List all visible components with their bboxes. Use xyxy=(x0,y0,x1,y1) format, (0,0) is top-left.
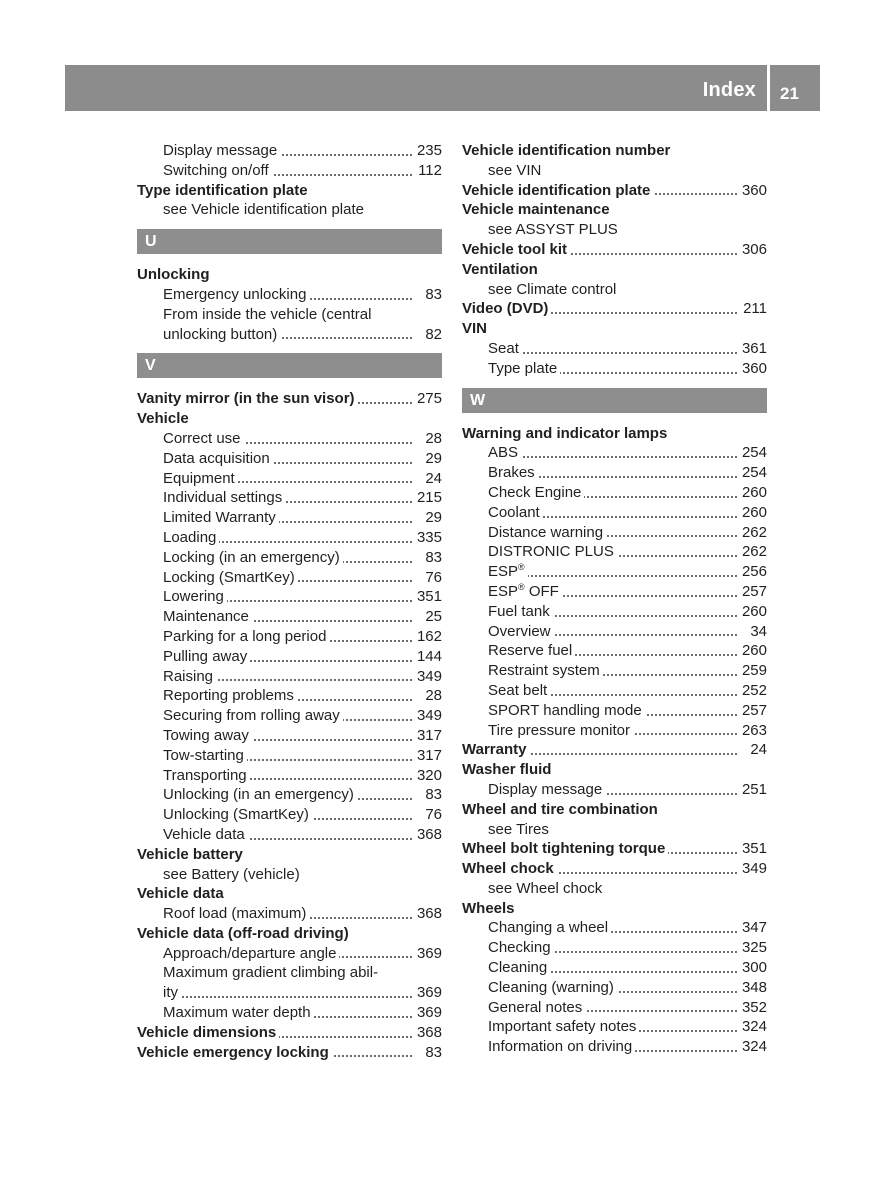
header-divider xyxy=(767,65,770,111)
index-subentry xyxy=(462,641,767,661)
entry-page-number: 254 xyxy=(738,463,767,483)
letter-section-header: U xyxy=(137,229,442,254)
index-subentry xyxy=(137,667,442,687)
entry-label: Information on driving xyxy=(488,1038,635,1055)
index-subentry xyxy=(462,998,767,1018)
entry-page-number: 256 xyxy=(738,562,767,582)
entry-page-number: 25 xyxy=(421,607,442,627)
entry-page-number: 259 xyxy=(738,661,767,681)
entry-label: Vanity mirror (in the sun visor) xyxy=(137,390,358,407)
index-subentry xyxy=(462,220,767,240)
entry-page-number: 360 xyxy=(738,181,767,201)
entry-label: see VIN xyxy=(488,162,544,179)
index-entry xyxy=(462,141,767,161)
index-subentry xyxy=(137,325,442,345)
entry-label: ity xyxy=(163,984,181,1001)
entry-label: Reserve fuel xyxy=(488,642,575,659)
index-subentry xyxy=(462,1037,767,1057)
index-subentry xyxy=(462,161,767,181)
entry-label: Fuel tank xyxy=(488,603,553,620)
index-entry xyxy=(462,299,767,319)
entry-page-number: 369 xyxy=(413,1003,442,1023)
entry-label: Ventilation xyxy=(462,261,541,278)
index-entry xyxy=(137,884,442,904)
entry-page-number: 112 xyxy=(414,161,442,181)
entry-label: Brakes xyxy=(488,464,538,481)
entry-label: Loading xyxy=(163,529,219,546)
entry-label: Unlocking (SmartKey) xyxy=(163,806,312,823)
index-subentry xyxy=(137,449,442,469)
index-subentry xyxy=(137,200,442,220)
entry-page-number: 83 xyxy=(421,548,442,568)
entry-label: Check Engine xyxy=(488,484,584,501)
entry-label: Tire pressure monitor xyxy=(488,722,633,739)
entry-label: see Battery (vehicle) xyxy=(163,866,303,883)
entry-page-number: 28 xyxy=(421,686,442,706)
dot-leader xyxy=(163,996,412,998)
entry-label: Correct use xyxy=(163,430,244,447)
entry-label: Equipment xyxy=(163,470,238,487)
entry-label: Pulling away xyxy=(163,648,250,665)
letter-section-header: V xyxy=(137,353,442,378)
index-entry xyxy=(462,899,767,919)
page-header-bar xyxy=(65,65,820,111)
entry-label: Vehicle emergency locking xyxy=(137,1044,332,1061)
entry-page-number: 324 xyxy=(738,1037,767,1057)
entry-label: VIN xyxy=(462,320,490,337)
index-subentry xyxy=(137,865,442,885)
entry-page-number: 29 xyxy=(421,449,442,469)
index-subentry xyxy=(462,1017,767,1037)
entry-page-number: 347 xyxy=(738,918,767,938)
entry-label: see Tires xyxy=(488,821,552,838)
index-subentry xyxy=(462,483,767,503)
entry-label: Cleaning (warning) xyxy=(488,979,617,996)
entry-page-number: 215 xyxy=(413,488,442,508)
entry-label: Vehicle data xyxy=(137,885,227,902)
index-entry xyxy=(462,760,767,780)
index-subentry xyxy=(137,805,442,825)
entry-label: Lowering xyxy=(163,588,227,605)
index-subentry xyxy=(137,607,442,627)
entry-page-number: 260 xyxy=(738,483,767,503)
entry-page-number: 144 xyxy=(413,647,442,667)
index-subentry xyxy=(137,825,442,845)
entry-label: Reporting problems xyxy=(163,687,297,704)
entry-label: Seat xyxy=(488,340,522,357)
index-subentry xyxy=(137,983,442,1003)
index-entry xyxy=(462,859,767,879)
index-subentry xyxy=(462,359,767,379)
entry-page-number: 317 xyxy=(413,726,442,746)
index-entry xyxy=(462,424,767,444)
entry-page-number: 262 xyxy=(738,542,767,562)
entry-label: Type identification plate xyxy=(137,182,311,199)
index-subentry xyxy=(137,587,442,607)
entry-label: Maximum gradient climbing abil- xyxy=(163,964,381,981)
index-subentry xyxy=(462,503,767,523)
index-subentry xyxy=(137,508,442,528)
entry-label: Towing away xyxy=(163,727,252,744)
index-subentry xyxy=(137,568,442,588)
entry-label: ESP® xyxy=(488,563,528,580)
entry-label: Wheel chock xyxy=(462,860,557,877)
index-entry xyxy=(137,409,442,429)
entry-page-number: 369 xyxy=(413,944,442,964)
entry-page-number: 352 xyxy=(738,998,767,1018)
index-entry xyxy=(137,389,442,409)
index-subentry xyxy=(462,958,767,978)
index-subentry xyxy=(137,429,442,449)
entry-label: Vehicle tool kit xyxy=(462,241,570,258)
index-subentry xyxy=(462,523,767,543)
entry-page-number: 235 xyxy=(413,141,442,161)
entry-label: Wheel and tire combination xyxy=(462,801,661,818)
entry-label: Important safety notes xyxy=(488,1018,639,1035)
entry-page-number: 257 xyxy=(738,701,767,721)
entry-label: Type plate xyxy=(488,360,560,377)
entry-label: Unlocking (in an emergency) xyxy=(163,786,357,803)
entry-label: see ASSYST PLUS xyxy=(488,221,621,238)
index-subentry xyxy=(462,542,767,562)
entry-page-number: 369 xyxy=(413,983,442,1003)
entry-label: Coolant xyxy=(488,504,543,521)
entry-page-number: 28 xyxy=(421,429,442,449)
entry-label: Individual settings xyxy=(163,489,285,506)
entry-label: Vehicle identification plate xyxy=(462,182,653,199)
index-subentry xyxy=(137,746,442,766)
index-subentry xyxy=(462,339,767,359)
entry-page-number: 76 xyxy=(421,568,442,588)
entry-page-number: 252 xyxy=(738,681,767,701)
entry-label: Unlocking xyxy=(137,266,213,283)
entry-label: Restraint system xyxy=(488,662,603,679)
entry-label: DISTRONIC PLUS xyxy=(488,543,617,560)
entry-label: Warning and indicator lamps xyxy=(462,425,670,442)
entry-label: Emergency unlocking xyxy=(163,286,309,303)
entry-page-number: 361 xyxy=(738,339,767,359)
index-subentry xyxy=(137,488,442,508)
index-subentry xyxy=(137,285,442,305)
entry-label: Wheel bolt tightening torque xyxy=(462,840,668,857)
index-subentry xyxy=(462,280,767,300)
index-entry xyxy=(137,1043,442,1063)
index-entry xyxy=(462,319,767,339)
index-subentry xyxy=(137,904,442,924)
entry-page-number: 349 xyxy=(413,706,442,726)
index-subentry xyxy=(462,701,767,721)
index-subentry xyxy=(137,528,442,548)
index-subentry xyxy=(462,443,767,463)
entry-page-number: 34 xyxy=(746,622,767,642)
index-subentry xyxy=(462,661,767,681)
entry-label: Limited Warranty xyxy=(163,509,279,526)
entry-label: Cleaning xyxy=(488,959,550,976)
index-subentry xyxy=(137,944,442,964)
entry-label: Overview xyxy=(488,623,554,640)
entry-label: Checking xyxy=(488,939,554,956)
entry-label: Changing a wheel xyxy=(488,919,611,936)
entry-label: Warranty xyxy=(462,741,529,758)
entry-label: Vehicle battery xyxy=(137,846,246,863)
entry-label: General notes xyxy=(488,999,585,1016)
entry-page-number: 349 xyxy=(738,859,767,879)
entry-page-number: 320 xyxy=(413,766,442,786)
entry-page-number: 348 xyxy=(738,978,767,998)
index-subentry xyxy=(137,766,442,786)
entry-label: Maximum water depth xyxy=(163,1004,314,1021)
entry-page-number: 211 xyxy=(739,299,767,319)
index-subentry xyxy=(462,602,767,622)
entry-page-number: 368 xyxy=(413,825,442,845)
index-subentry xyxy=(462,582,767,602)
dot-leader xyxy=(488,352,737,354)
index-entry xyxy=(137,265,442,285)
entry-page-number: 162 xyxy=(413,627,442,647)
page-number: 21 xyxy=(780,84,799,103)
entry-page-number: 260 xyxy=(738,641,767,661)
entry-page-number: 251 xyxy=(738,780,767,800)
index-subentry xyxy=(137,1003,442,1023)
entry-label: Raising xyxy=(163,668,216,685)
entry-page-number: 349 xyxy=(413,667,442,687)
entry-label: Switching on/off xyxy=(163,162,272,179)
entry-label: Transporting xyxy=(163,767,250,784)
index-subentry xyxy=(137,686,442,706)
entry-label: see Vehicle identification plate xyxy=(163,201,367,218)
entry-page-number: 317 xyxy=(413,746,442,766)
index-subentry xyxy=(137,161,442,181)
entry-label: Vehicle dimensions xyxy=(137,1024,279,1041)
entry-label: ABS xyxy=(488,444,521,461)
dot-leader xyxy=(488,456,737,458)
index-entry xyxy=(137,845,442,865)
entry-label: Tow-starting xyxy=(163,747,247,764)
entry-label: Video (DVD) xyxy=(462,300,551,317)
entry-label: Display message xyxy=(163,142,280,159)
entry-label: Vehicle data (off-road driving) xyxy=(137,925,352,942)
index-entry xyxy=(462,839,767,859)
entry-page-number: 275 xyxy=(413,389,442,409)
entry-page-number: 325 xyxy=(738,938,767,958)
index-subentry xyxy=(462,681,767,701)
entry-label: Seat belt xyxy=(488,682,550,699)
index-subentry xyxy=(137,963,442,983)
entry-page-number: 263 xyxy=(738,721,767,741)
index-entry xyxy=(462,181,767,201)
index-subentry xyxy=(462,780,767,800)
entry-page-number: 260 xyxy=(738,602,767,622)
entry-label: Vehicle identification number xyxy=(462,142,673,159)
entry-page-number: 29 xyxy=(421,508,442,528)
index-subentry xyxy=(137,141,442,161)
index-subentry xyxy=(462,721,767,741)
entry-page-number: 260 xyxy=(738,503,767,523)
entry-page-number: 335 xyxy=(413,528,442,548)
entry-page-number: 82 xyxy=(421,325,442,345)
index-subentry xyxy=(462,820,767,840)
index-entry xyxy=(137,924,442,944)
entry-page-number: 83 xyxy=(421,1043,442,1063)
index-subentry xyxy=(462,918,767,938)
index-subentry xyxy=(462,562,767,582)
index-entry xyxy=(462,740,767,760)
entry-label: Maintenance xyxy=(163,608,252,625)
index-subentry xyxy=(137,548,442,568)
index-subentry xyxy=(462,463,767,483)
index-subentry xyxy=(462,938,767,958)
entry-page-number: 76 xyxy=(421,805,442,825)
entry-label: see Wheel chock xyxy=(488,880,605,897)
index-subentry xyxy=(137,647,442,667)
index-entry xyxy=(137,1023,442,1043)
entry-page-number: 83 xyxy=(421,785,442,805)
entry-label: SPORT handling mode xyxy=(488,702,645,719)
index-column-left xyxy=(137,141,442,1062)
index-subentry xyxy=(137,627,442,647)
index-entry xyxy=(462,200,767,220)
index-entry xyxy=(462,260,767,280)
index-subentry xyxy=(137,469,442,489)
index-subentry xyxy=(137,706,442,726)
entry-page-number: 83 xyxy=(421,285,442,305)
entry-label: Approach/departure angle xyxy=(163,945,339,962)
entry-label: Wheels xyxy=(462,900,518,917)
entry-label: see Climate control xyxy=(488,281,619,298)
index-entry xyxy=(462,240,767,260)
entry-label: Locking (SmartKey) xyxy=(163,569,298,586)
index-entry xyxy=(462,800,767,820)
entry-label: unlocking button) xyxy=(163,326,280,343)
entry-label: From inside the vehicle (central xyxy=(163,306,374,323)
entry-label: Roof load (maximum) xyxy=(163,905,309,922)
index-entry xyxy=(137,181,442,201)
index-subentry xyxy=(462,978,767,998)
entry-page-number: 324 xyxy=(738,1017,767,1037)
index-subentry xyxy=(462,622,767,642)
entry-page-number: 351 xyxy=(738,839,767,859)
index-column-right xyxy=(462,141,767,1057)
entry-label: Display message xyxy=(488,781,605,798)
entry-label: Distance warning xyxy=(488,524,606,541)
entry-page-number: 24 xyxy=(421,469,442,489)
index-subentry xyxy=(462,879,767,899)
entry-label: ESP® OFF xyxy=(488,583,562,600)
index-subentry xyxy=(137,785,442,805)
entry-page-number: 368 xyxy=(413,1023,442,1043)
entry-page-number: 351 xyxy=(413,587,442,607)
entry-label: Securing from rolling away xyxy=(163,707,343,724)
entry-label: Locking (in an emergency) xyxy=(163,549,343,566)
entry-page-number: 360 xyxy=(738,359,767,379)
entry-page-number: 368 xyxy=(413,904,442,924)
entry-page-number: 300 xyxy=(738,958,767,978)
entry-page-number: 254 xyxy=(738,443,767,463)
entry-page-number: 262 xyxy=(738,523,767,543)
entry-page-number: 306 xyxy=(738,240,767,260)
entry-page-number: 24 xyxy=(746,740,767,760)
entry-label: Vehicle xyxy=(137,410,192,427)
entry-label: Vehicle maintenance xyxy=(462,201,613,218)
section-title: Index xyxy=(702,79,756,101)
index-subentry xyxy=(137,305,442,325)
entry-label: Washer fluid xyxy=(462,761,554,778)
entry-label: Parking for a long period xyxy=(163,628,329,645)
entry-label: Vehicle data xyxy=(163,826,248,843)
entry-page-number: 257 xyxy=(738,582,767,602)
letter-section-header: W xyxy=(462,388,767,413)
entry-label: Data acquisition xyxy=(163,450,273,467)
index-subentry xyxy=(137,726,442,746)
